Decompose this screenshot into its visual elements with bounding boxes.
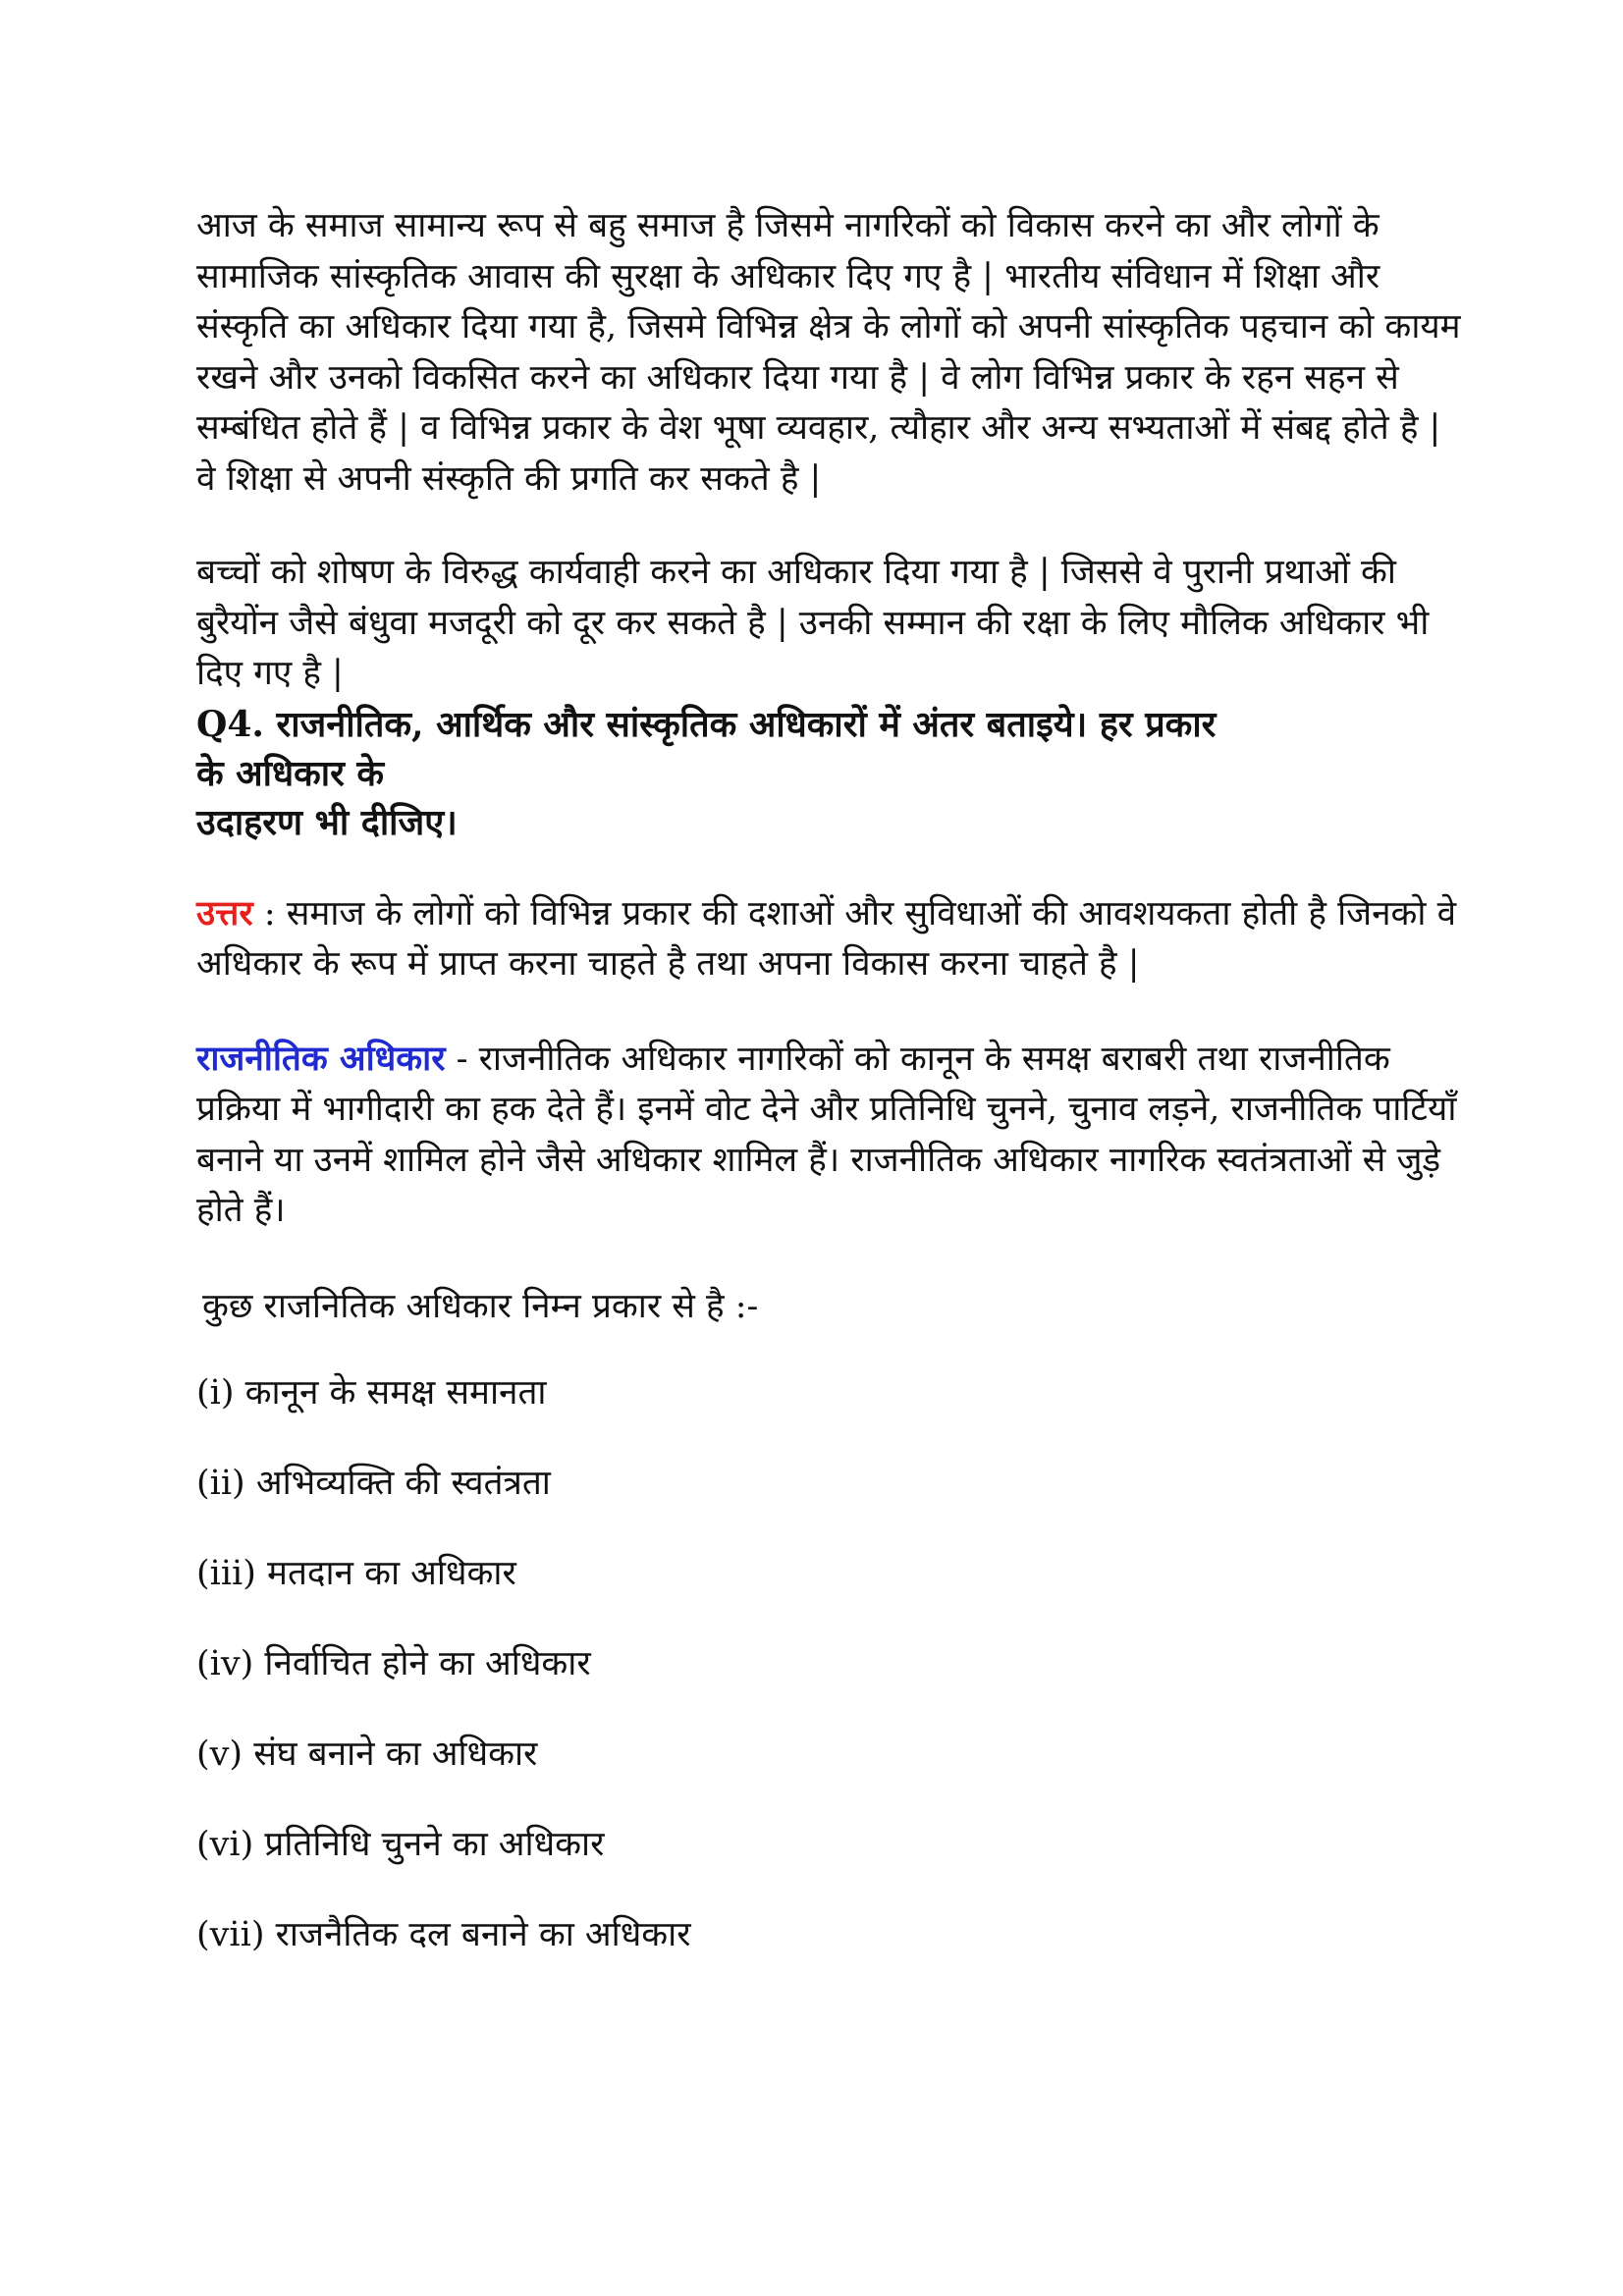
political-rights-list: [196, 1368, 1463, 1959]
question-line-1: Q4. राजनीतिक, आर्थिक और सांस्कृतिक अधिकारों में अंतर बताइये। हर प्रकार: [196, 703, 1217, 745]
document-page: [196, 201, 1463, 2001]
answer-paragraph: [196, 888, 1463, 990]
political-rights-label: राजनीतिक अधिकार: [196, 1038, 446, 1079]
list-item: (v) संघ बनाने का अधिकार: [196, 1734, 538, 1774]
list-item: (iv) निर्वाचित होने का अधिकार: [196, 1643, 591, 1683]
answer-label: उत्तर: [196, 892, 253, 934]
question-line-2: के अधिकार के: [196, 752, 385, 794]
question-heading: [196, 700, 1463, 847]
list-item: (vii) राजनैतिक दल बनाने का अधिकार: [196, 1914, 691, 1954]
rights-list-intro: कुछ राजनितिक अधिकार निम्न प्रकार से है :-: [202, 1286, 759, 1326]
answer-text: : समाज के लोगों को विभिन्न प्रकार की दशाओं और सुविधाओं की आवशयकता होती है जिनको वे अधिकार के रूप में प्राप्त करना चाहते है तथा अपना विकास करना चाहते है |: [196, 893, 1457, 984]
question-line-3: उदाहरण भी दीजिए।: [196, 801, 458, 843]
paragraph-child-rights: बच्चों को शोषण के विरुद्ध कार्यवाही करने का अधिकार दिया गया है | जिससे वे पुरानी प्रथाओं की बुरैयोंन जैसे बंधुवा मजदूरी को दूर कर सकते है | उनकी सम्मान की रक्षा के लिए मौलिक अधिकार भी दिए गए है |: [196, 553, 1430, 693]
list-item: (ii) अभिव्यक्ति की स्वतंत्रता: [196, 1463, 551, 1503]
political-rights-paragraph: [196, 1034, 1463, 1237]
political-rights-text: - राजनीतिक अधिकार नागरिकों को कानून के समक्ष बराबरी तथा राजनीतिक प्रक्रिया में भागीदारी का हक देते हैं। इनमें वोट देने और प्रतिनिधि चुनने, चुनाव लड़ने, राजनीतिक पार्टियाँ बनाने या उनमें शामिल होने जैसे अधिकार शामिल हैं। राजनीतिक अधिकार नागरिक स्वतंत्रताओं से जुड़े होते हैं।: [196, 1039, 1457, 1230]
list-item: (i) कानून के समक्ष समानता: [196, 1372, 547, 1413]
list-item: (vi) प्रतिनिधि चुनने का अधिकार: [196, 1824, 605, 1864]
paragraph-cultural-rights: आज के समाज सामान्य रूप से बहु समाज है जिसमे नागरिकों को विकास करने का और लोगों के सामाजिक सांस्कृतिक आवास की सुरक्षा के अधिकार दिए गए है | भारतीय संविधान में शिक्षा और संस्कृति का अधिकार दिया गया है, जिसमे विभिन्न क्षेत्र के लोगों को अपनी सांस्कृतिक पहचान को कायम रखने और उनको विकसित करने का अधिकार दिया गया है | वे लोग विभिन्न प्रकार के रहन सहन से सम्बंधित होते हैं | व विभिन्न प्रकार के वेश भूषा व्यवहार, त्यौहार और अन्य सभ्यताओं में संबद्द होते है | वे शिक्षा से अपनी संस्कृति की प्रगति कर सकते है |: [196, 206, 1461, 499]
list-item: (iii) मतदान का अधिकार: [196, 1553, 516, 1593]
